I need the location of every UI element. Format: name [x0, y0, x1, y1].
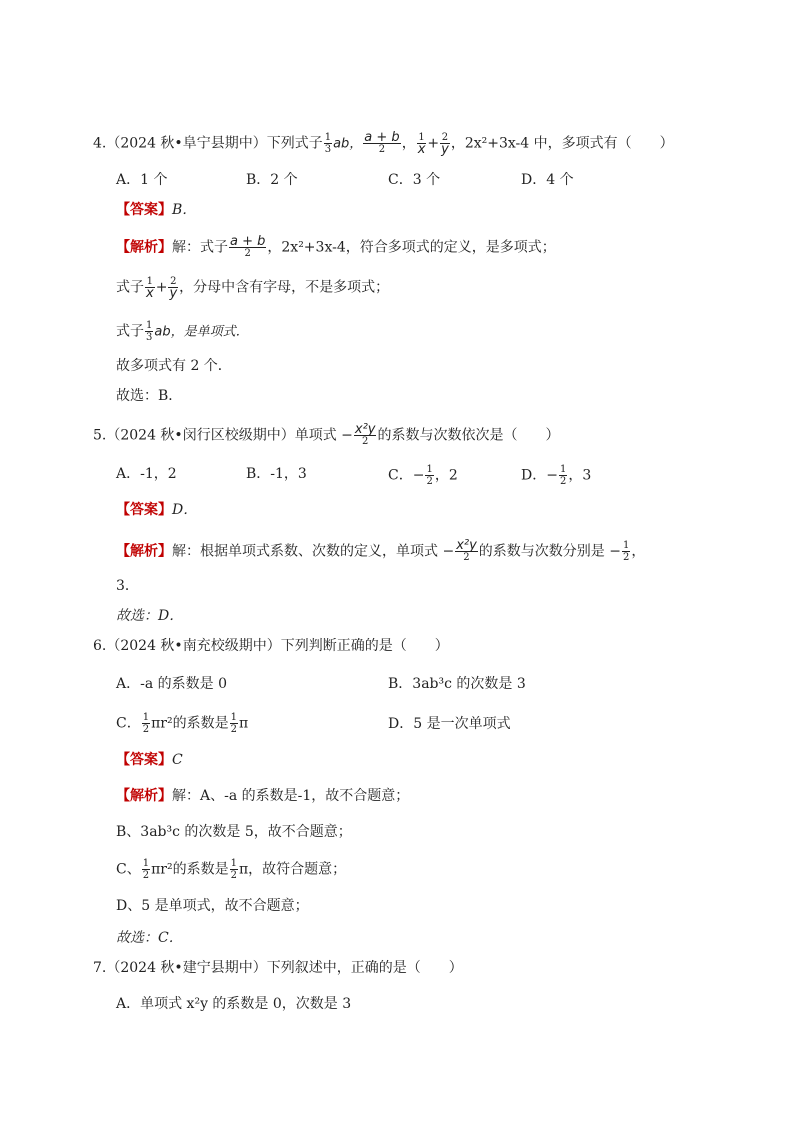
q6-analysis-3: C、 $\frac{1}{2}$ πr²的系数是 $\frac{1}{2}$ π，故符合题意； [116, 858, 347, 881]
fraction: $\frac{1}{2}$ [142, 712, 150, 735]
q4-option-d: D．4 个 [521, 172, 574, 188]
fraction: $\frac{a + b}{2}$ [230, 234, 266, 259]
fraction: $\frac{\text{x²y}}{2}$ [456, 538, 477, 563]
q6-answer: 【答案】C [116, 752, 183, 768]
q4-analysis-3: 式子 $\frac{1}{3}$ ab，是单项式． [116, 320, 249, 343]
q4-analysis-4: 故多项式有 2 个． [116, 358, 232, 374]
q6-analysis-2: B、3ab³c 的次数是 5，故不合题意； [116, 824, 352, 840]
fraction: $\frac{1}{x}$ [146, 276, 154, 301]
q4-stem: 4.（2024 秋•阜宁县期中）下列式子 $\frac{1}{3}$ ab， $\frac{a + b}{2}$ ， $\frac{1}{x}$ + $\frac{2}{y}$ ，2x²+3x-4 中，多项式有（ ） [93, 130, 674, 157]
fraction: $\frac{2}{y}$ [169, 276, 178, 301]
fraction: $\frac{\text{x²y}}{2}$ [354, 422, 376, 447]
q6-option-d: D．5 是一次单项式 [388, 716, 511, 732]
q6-option-c: C． $\frac{1}{2}$ πr²的系数是 $\frac{1}{2}$ π [116, 712, 249, 735]
q4-option-b: B．2 个 [246, 172, 298, 188]
q7-stem: 7.（2024 秋•建宁县期中）下列叙述中，正确的是（ ） [93, 960, 463, 976]
q5-analysis-2: 3． [116, 578, 139, 594]
q4-answer: 【答案】B． [116, 202, 197, 218]
fraction: $\frac{1}{3}$ [324, 132, 332, 155]
q4-option-c: C．3 个 [388, 172, 441, 188]
q4-option-a: A．1 个 [116, 172, 168, 188]
q6-analysis-5: 故选：C． [116, 930, 183, 946]
q7-option-a: A．单项式 x²y 的系数是 0，次数是 3 [116, 996, 352, 1012]
fraction: $\frac{1}{3}$ [146, 320, 153, 343]
q5-option-c: C．− $\frac{1}{2}$ ，2 [388, 464, 458, 487]
q5-option-d: D．− $\frac{1}{2}$ ，3 [521, 464, 592, 487]
fraction: $\frac{1}{2}$ [230, 858, 237, 881]
fraction: $\frac{1}{2}$ [426, 464, 433, 487]
q5-stem: 5.（2024 秋•闵行区校级期中）单项式 − $\frac{\text{x²y}}{2}$ 的系数与次数依次是（ ） [93, 422, 560, 447]
q5-option-b: B．-1，3 [246, 466, 307, 482]
fraction: $\frac{1}{2}$ [622, 540, 630, 563]
q4-analysis-1: 【解析】解：式子 $\frac{a + b}{2}$ ，2x²+3x-4，符合多项式的定义，是多项式； [116, 234, 556, 259]
fraction: $\frac{2}{y}$ [441, 132, 449, 157]
fraction: $\frac{1}{2}$ [230, 712, 237, 735]
q6-stem: 6.（2024 秋•南充校级期中）下列判断正确的是（ ） [93, 638, 449, 654]
fraction: $\frac{a + b}{2}$ [364, 130, 400, 155]
q6-analysis-4: D、5 是单项式，故不合题意； [116, 898, 309, 914]
q6-option-b: B．3ab³c 的次数是 3 [388, 676, 526, 692]
q5-option-a: A．-1，2 [116, 466, 177, 482]
q5-analysis-3: 故选：D． [116, 608, 184, 624]
q4-analysis-2: 式子 $\frac{1}{x}$ + $\frac{2}{y}$ ，分母中含有字母，不是多项式； [116, 276, 390, 301]
fraction: $\frac{1}{x}$ [417, 132, 426, 157]
q5-analysis-1: 【解析】解：根据单项式系数、次数的定义，单项式 − $\frac{\text{x²y}}{2}$ 的系数与次数分别是 − $\frac{1}{2}$ ， [116, 538, 646, 563]
q6-option-a: A．-a 的系数是 0 [116, 676, 227, 692]
fraction: $\frac{1}{2}$ [559, 464, 567, 487]
q4-analysis-5: 故选：B． [116, 388, 183, 404]
fraction: $\frac{1}{2}$ [142, 858, 150, 881]
q5-answer: 【答案】D． [116, 502, 198, 518]
q6-analysis-1: 【解析】解：A、-a 的系数是-1，故不合题意； [116, 788, 410, 804]
